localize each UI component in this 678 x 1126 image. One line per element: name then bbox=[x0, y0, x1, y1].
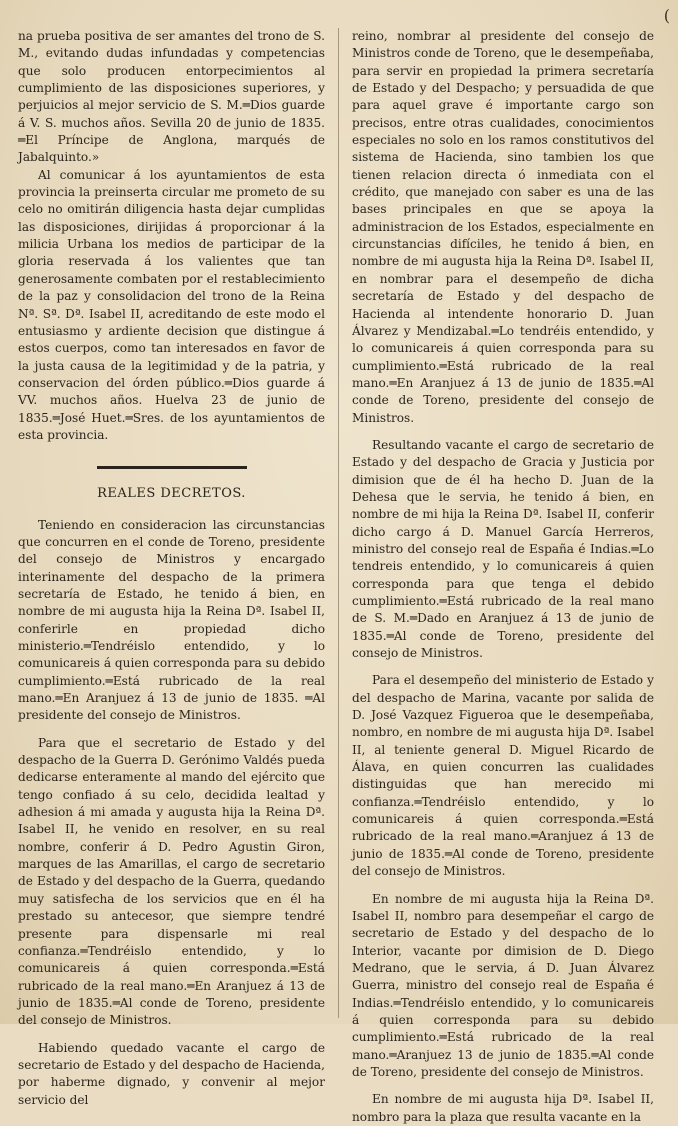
circular-ending-paragraph: na prueba positiva de ser amantes del trono de S. M., evitando dudas infundadas y competencias que solo producen entorpecimientos al cumplimiento de las disposiciones superiores, y perjuicios al mejor servicio de S. M.═Dios guarde á V. S. muchos años. Sevilla 20 de junio de 1835. ═El Príncipe de Anglona, marqués de Jabalquinto.» bbox=[18, 29, 325, 165]
decree-marina: Para el desempeño del ministerio de Estado y del despacho de Marina, vacante por salida de D. José Vazquez Figueroa que le desempeñaba, nombro, en nombre de mi augusta hija Dª. Isabel II, al teniente general D. Miguel Ricardo de Álava, en quien concurren las cualidades distinguidas que han merecido mi confianza.═Tendréislo entendido, y lo comunicareis á quien corresponda.═Está rubricado de la real mano.═Aranjuez á 13 de junio de 1835.═Al conde de Toreno, presidente del consejo de Ministros. bbox=[352, 673, 655, 879]
decree-hacienda-start: Habiendo quedado vacante el cargo de secretario de Estado y del despacho de Hacienda, por haberme dignado, y convenir al mejor servicio del bbox=[18, 1040, 325, 1107]
decree-gracia-justicia: Resultando vacante el cargo de secretario de Estado y del despacho de Gracia y Justicia por dimision que de él ha hecho D. Juan de la Dehesa que le servia, he tenido á bien, en nombre de mi hija la Reina Dª. Isabel II, conferir dicho cargo á D. Manuel García Herreros, ministro del consejo real de España é Indias.═Lo tendreis entendido, y lo comunicareis á quien corresponda para que tenga el debido cumplimiento.═Está rubricado de la real mano de S. M.═Dado en Aranjuez á 13 de junio de 1835.═Al conde de Toreno, presidente del consejo de Ministros. bbox=[352, 437, 654, 661]
corner-mark: ( bbox=[663, 6, 670, 25]
column-divider bbox=[338, 28, 339, 1018]
decree-toreno-estado: Teniendo en consideracion las circunstancias que concurren en el conde de Toreno, presidente del consejo de Ministros y encargado interinamente del despacho de la primera secretaría de Estado, he tenido á bien, en nombre de mi augusta hija la Reina Dª. Isabel II, conferirle en propiedad dicho ministerio.═Tendréislo entendido, y lo comunicareis á quien corresponda para su debido cumplimiento.═Está rubricado de la real mano.═En Aranjuez á 13 de junio de 1835. ═Al presidente del consejo de Ministros. bbox=[18, 517, 325, 723]
decree-hacienda-continued: reino, nombrar al presidente del consejo de Ministros conde de Toreno, que le desempeñaba, para servir en propiedad la primera secretaría de Estado y del Despacho; y persuadida de que para aquel grave é importante cargo son precisos, entre otras cualidades, conocimientos especiales no solo en los ramos constitutivos del sistema de Hacienda, sino tambien los que tienen relacion directa ó inmediata con el crédito, que manejado con saber es una de las bases principales en que se apoya la administracion de los Estados, especialmente en circunstancias difíciles, he tenido á bien, en nombre de mi augusta hija la Reina Dª. Isabel II, en nombrar para el desempeño de dicha secretaría de Estado y del despacho de Hacienda al intendente honorario D. Juan Álvarez y Mendizabal.═Lo tendréis entendido, y lo comunicareis á quien corresponda para su cumplimiento.═Está rubricado de la real mano.═En Aranjuez á 13 de junio de 1835.═Al conde de Toreno, presidente del consejo de Ministros. bbox=[352, 29, 654, 425]
right-column bbox=[352, 28, 655, 1124]
decree-guerra: Para que el secretario de Estado y del despacho de la Guerra D. Gerónimo Valdés pueda dedicarse enteramente al mando del ejército que tengo confiado á su celo, decidida lealtad y adhesion á mi amada y augusta hija la Reina Dª. Isabel II, he venido en resolver, en su real nombre, conferir á D. Pedro Agustin Giron, marques de las Amarillas, el cargo de secretario de Estado y del despacho de la Guerra, quedando muy satisfecha de los servicios que en él ha prestado su antecesor, que siempre tendré presente para dispensarle mi real confianza.═Tendréislo entendido, y lo comunicareis á quien corresponda.═Está rubricado de la real mano.═En Aranjuez á 13 de junio de 1835.═Al conde de Toreno, presidente del consejo de Ministros. bbox=[18, 735, 325, 1028]
decree-final-start: En nombre de mi augusta hija Dª. Isabel II, nombro para la plaza que resulta vacante en la bbox=[352, 1092, 654, 1124]
left-column bbox=[18, 28, 325, 1107]
section-heading: REALES DECRETOS. bbox=[97, 486, 246, 502]
section-separator bbox=[97, 466, 247, 469]
huelva-circular-paragraph: Al comunicar á los ayuntamientos de esta provincia la preinserta circular me prometo de su celo no omitirán diligencia hasta dejar cumplidas las disposiciones, dirijidas á proporcionar á la milicia Urbana los medios de participar de la gloria reservada á los valientes que tan generosamente combaten por el restablecimiento de la paz y consolidacion del trono de la Reina Nª. Sª. Dª. Isabel II, acreditando de este modo el entusiasmo y ardiente decision que distingue á estos cuerpos, como tan interesados en favor de la justa causa de la legitimidad y de la patria, y conservacion del órden público.═Dios guarde á VV. muchos años. Huelva 23 de junio de 1835.═José Huet.═Sres. de los ayuntamientos de esta provincia. bbox=[18, 167, 325, 442]
decree-interior: En nombre de mi augusta hija la Reina Dª. Isabel II, nombro para desempeñar el cargo de secretario de Estado y del despacho de lo Interior, vacante por dimision de D. Diego Medrano, que le servia, á D. Juan Álvarez Guerra, ministro del consejo real de España é Indias.═Tendréislo entendido, y lo comunicareis á quien corresponda para su debido cumplimiento.═Está rubricado de la real mano.═Aranjuez 13 de junio de 1835.═Al conde de Toreno, presidente del consejo de Ministros. bbox=[352, 891, 654, 1079]
